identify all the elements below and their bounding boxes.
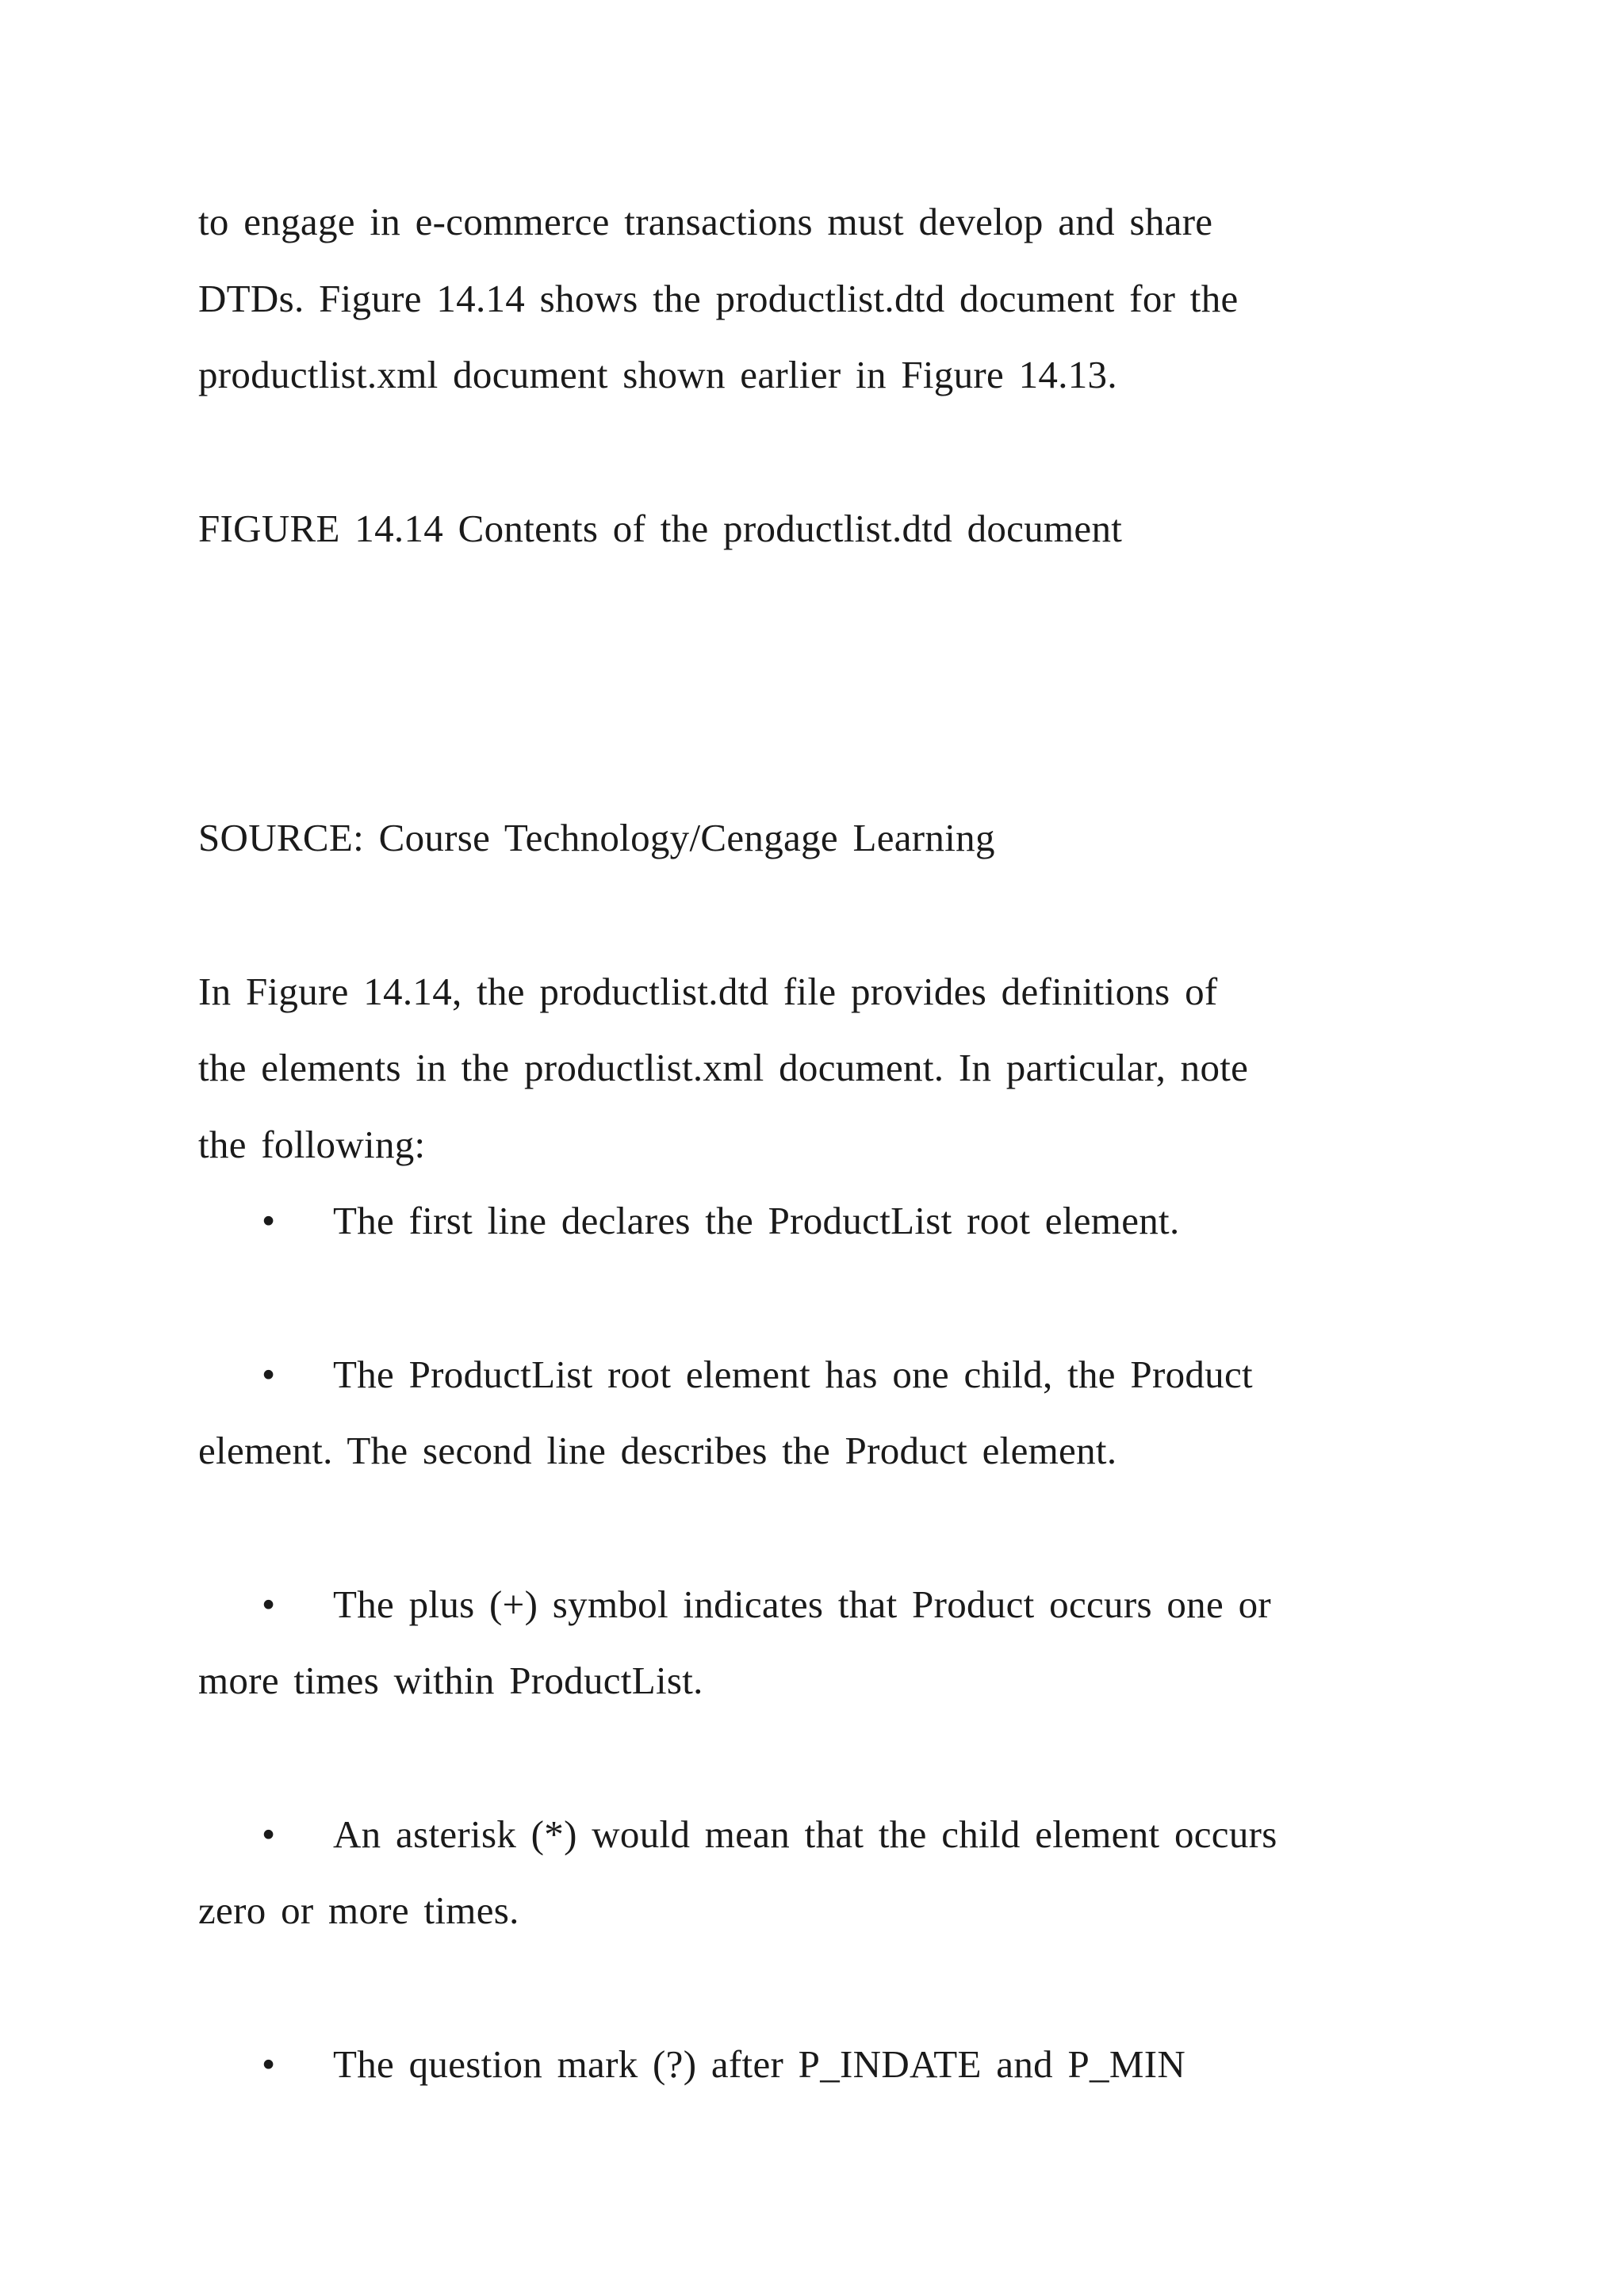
bullet-symbol: • [262,1582,276,1626]
bullet-text: The first line declares the ProductList root element. [333,1199,1180,1242]
bullet-text: The ProductList root element has one child, the Product [333,1353,1253,1396]
explain-line-3: the following: [198,1123,426,1166]
bullet-continuation: element. The second line describes the Product element. [198,1429,1117,1472]
bullet-symbol: • [262,1199,276,1242]
intro-line-3: productlist.xml document shown earlier in Figure 14.13. [198,353,1117,396]
figure-source: SOURCE: Course Technology/Cengage Learning [198,816,995,859]
bullet-symbol: • [262,2042,276,2086]
explain-line-1: In Figure 14.14, the productlist.dtd file provides definitions of [198,970,1218,1013]
explain-line-2: the elements in the productlist.xml document. In particular, note [198,1046,1249,1089]
bullet-continuation: more times within ProductList. [198,1659,703,1702]
bullet-symbol: • [262,1812,276,1856]
bullet-continuation: zero or more times. [198,1888,519,1932]
bullet-text: An asterisk (*) would mean that the child element occurs [333,1812,1277,1856]
figure-placeholder [198,571,1427,793]
intro-line-1: to engage in e-commerce transactions must develop and share [198,200,1213,243]
bullet-text: The question mark (?) after P_INDATE and P_MIN [333,2042,1186,2086]
figure-caption: FIGURE 14.14 Contents of the productlist.dtd document [198,507,1123,550]
bullet-symbol: • [262,1353,276,1396]
intro-line-2: DTDs. Figure 14.14 shows the productlist.dtd document for the [198,277,1239,320]
bullet-text: The plus (+) symbol indicates that Product occurs one or [333,1582,1271,1626]
